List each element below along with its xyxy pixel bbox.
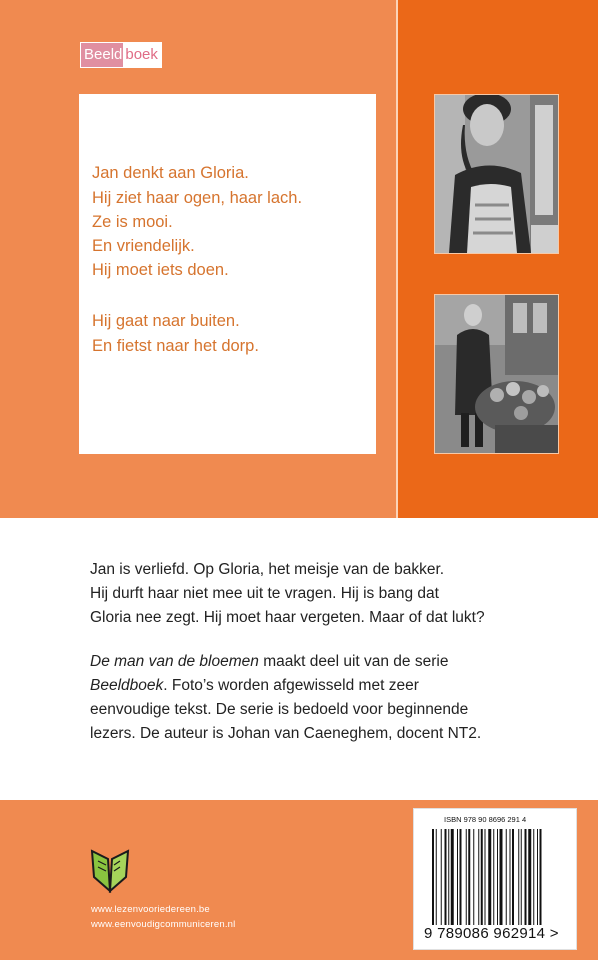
book-title: De man van de bloemen xyxy=(90,653,259,670)
blurb-line: Jan is verliefd. Op Gloria, het meisje van de bakker. xyxy=(90,561,445,578)
barcode-bar xyxy=(533,829,534,933)
excerpt-line: Ze is mooi. xyxy=(92,213,173,231)
photo-man-flowers xyxy=(434,294,559,454)
blurb-section xyxy=(0,518,598,800)
barcode-bar xyxy=(478,829,479,933)
blurb-line: Hij durft haar niet mee uit te vragen. Hij is bang dat xyxy=(90,585,439,602)
logo-part-2: boek xyxy=(123,43,161,67)
barcode-bar xyxy=(506,829,507,933)
barcode-bar xyxy=(460,829,462,933)
barcode-bar xyxy=(448,829,449,933)
excerpt-line: Hij gaat naar buiten. xyxy=(92,312,240,330)
excerpt-line: Hij ziet haar ogen, haar lach. xyxy=(92,189,303,207)
url-lezenvooriedereen[interactable]: www.lezenvooriedereen.be xyxy=(91,904,210,915)
barcode-bar xyxy=(466,829,467,933)
excerpt-box xyxy=(79,94,376,454)
barcode-bar xyxy=(540,829,542,933)
barcode-bar xyxy=(481,829,483,933)
excerpt-line: Hij moet iets doen. xyxy=(92,261,229,279)
barcode-bar xyxy=(432,829,434,933)
barcode-bar xyxy=(512,829,514,933)
excerpt-line: Jan denkt aan Gloria. xyxy=(92,164,249,182)
blurb-line: Gloria nee zegt. Hij moet haar vergeten. Maar of dat lukt? xyxy=(90,609,485,626)
barcode-bar xyxy=(468,829,470,933)
beeldboek-logo xyxy=(80,42,162,68)
isbn-barcode xyxy=(413,808,577,950)
blurb-line: lezers. De auteur is Johan van Caeneghem, docent NT2. xyxy=(90,725,482,742)
barcode-bar xyxy=(493,829,494,933)
book-leaf-logo-icon xyxy=(90,847,130,893)
barcode-bar xyxy=(485,829,486,933)
ean-digits: 9 789086 962914 > xyxy=(424,925,559,942)
blurb-text: . Foto’s worden afgewisseld met zeer xyxy=(163,677,419,694)
photo-man-image xyxy=(435,295,558,453)
barcode-bars xyxy=(432,829,574,933)
blurb-line xyxy=(90,653,448,671)
barcode-bar xyxy=(451,829,454,933)
blurb-text: maakt deel uit van de serie xyxy=(258,653,449,670)
barcode-bar xyxy=(510,829,511,933)
url-eenvoudigcommuniceren[interactable]: www.eenvoudigcommuniceren.nl xyxy=(91,919,236,930)
photo-woman-image xyxy=(435,95,558,253)
barcode-bar xyxy=(518,829,519,933)
barcode-bar xyxy=(457,829,458,933)
excerpt-line: En fietst naar het dorp. xyxy=(92,337,259,355)
barcode-bar xyxy=(525,829,527,933)
blurb-line: eenvoudige tekst. De serie is bedoeld voor beginnende xyxy=(90,701,469,718)
isbn-label: ISBN 978 90 8696 291 4 xyxy=(444,815,527,824)
blurb-line xyxy=(90,677,419,695)
barcode-bar xyxy=(441,829,442,933)
barcode-bar xyxy=(500,829,503,933)
logo-part-1: Beeld xyxy=(81,43,123,67)
photo-woman-apron xyxy=(434,94,559,254)
barcode-bar xyxy=(436,829,437,933)
barcode-bar xyxy=(497,829,498,933)
panel-divider xyxy=(396,0,398,518)
barcode-bar xyxy=(473,829,474,933)
barcode-bar xyxy=(521,829,522,933)
series-name: Beeldboek xyxy=(90,677,164,694)
barcode-bar xyxy=(445,829,447,933)
barcode-bar xyxy=(528,829,531,933)
barcode-bar xyxy=(488,829,491,933)
barcode-bar xyxy=(537,829,538,933)
excerpt-line: En vriendelijk. xyxy=(92,237,195,255)
